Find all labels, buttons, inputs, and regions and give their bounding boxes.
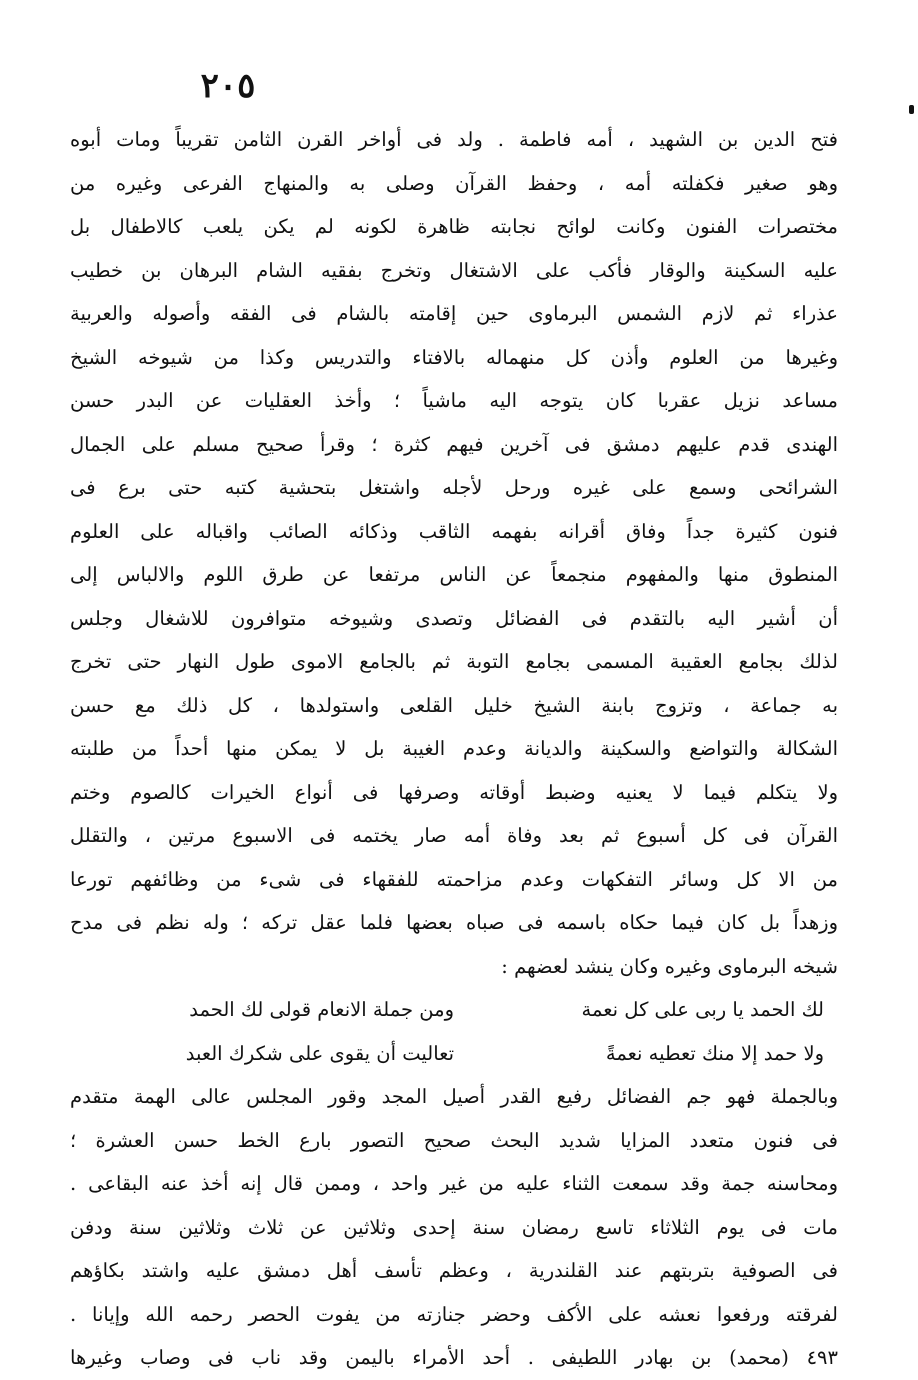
text-line: مساعد نزيل عقربا كان يتوجه اليه ماشياً ؛ وأخذ العقليات عن البدر حسن — [70, 389, 838, 412]
text-line: القرآن فى كل أسبوع ثم بعد وفاة أمه صار يختمه فى الاسبوع مرتين ، والتقلل — [70, 824, 838, 847]
text-line: وهو صغير فكفلته أمه ، وحفظ القرآن وصلى به والمنهاج الفرعى وغيره من — [70, 171, 838, 195]
text-line: فنون كثيرة جداً وفاق أقرانه بفهمه الثاقب وذكائه الصائب واقباله على العلوم — [70, 519, 838, 543]
text-line: من الا كل وسائر التفكهات وعدم مزاحمته للفقهاء فى شىء من وظائفهم تورعا — [70, 867, 838, 891]
text-line: وزهداً بل كان فيما حكاه باسمه فى صباه بعضها فلما عقل تركه ؛ وله نظم فى مدح — [70, 911, 838, 934]
text-line: وبالجملة فهو جم الفضائل رفيع القدر أصيل المجد وقور المجلس عالى الهمة متقدم — [70, 1085, 838, 1108]
margin-mark — [909, 105, 914, 114]
text-line: الشكالة والتواضع والسكينة والديانة وعدم الغيبة بل لا يمكن منها أحداً من طلبته — [70, 737, 838, 760]
biography-paragraph — [70, 118, 838, 988]
text-line: الهندى قدم عليهم دمشق فى آخرين فيهم كثرة ؛ وقرأ صحيح مسلم على الجمال — [70, 432, 838, 456]
text-line: لذلك بجامع العقيبة المسمى بجامع التوبة ثم بالجامع الاموى طول النهار حتى تخرج — [70, 650, 838, 673]
text-line: فى فنون متعدد المزايا شديد البحث صحيح التصور بارع الخط حسن العشرة ؛ — [70, 1128, 838, 1152]
poem-verse — [70, 988, 838, 1032]
poem-verse — [70, 1032, 838, 1076]
text-line: فى الصوفية بتربتهم عند القلندرية ، وعظم تأسف أهل دمشق عليه واشتد بكاؤهم — [70, 1259, 838, 1282]
page-body — [70, 118, 838, 1380]
verse-second-hemistich: تعاليت أن يقوى على شكرك العبد — [185, 1041, 454, 1065]
text-line: ولا يتكلم فيما لا يعنيه وضبط أوقاته وصرفها فى أنواع الخيرات كالصوم وختم — [70, 780, 838, 804]
text-line: شيخه البرماوى وغيره وكان ينشد لعضهم : — [501, 954, 838, 978]
verse-first-hemistich: ولا حمد إلا منك تعطيه نعمةً — [605, 1041, 824, 1065]
biography-paragraph — [70, 1075, 838, 1336]
text-line: ومحاسنه جمة وقد سمعت الثناء عليه من غير واحد ، وممن قال إنه أخذ عنه البقاعى . — [70, 1172, 838, 1195]
next-entry-heading: ٤٩٣ (محمد) بن بهادر اللطيفى . أحد الأمراء باليمن وقد ناب فى وصاب وغيرها — [70, 1346, 838, 1369]
verse-second-hemistich: ومن جملة الانعام قولى لك الحمد — [189, 998, 454, 1021]
poem — [70, 988, 838, 1075]
text-line: عذراء ثم لازم الشمس البرماوى حين إقامته بالشام فى الفقه وأصوله والعربية — [70, 302, 838, 325]
text-line: المنطوق منها والمفهوم منجمعاً عن الناس مرتفعا عن طرق اللوم والالباس إلى — [70, 563, 838, 586]
text-line: مات فى يوم الثلاثاء تاسع رمضان سنة إحدى وثلاثين عن ثلاث وثلاثين سنة ودفن — [70, 1215, 838, 1239]
text-line: عليه السكينة والوقار فأكب على الاشتغال وتخرج بفقيه الشام البرهان بن خطيب — [70, 258, 838, 282]
text-line: أن أشير اليه بالتقدم فى الفضائل وتصدى وشيوخه متوافرون للاشغال وجلس — [70, 606, 838, 630]
page-number: ٢٠٥ — [200, 66, 256, 106]
text-line: لفرقته ورفعوا نعشه على الأكف وحضر جنازته من يفوت الحصر رحمه الله وإيانا . — [70, 1302, 838, 1326]
text-line: به جماعة ، وتزوج بابنة الشيخ خليل القلعى واستولدها ، كل ذلك مع حسن — [70, 693, 838, 717]
text-line: الشرائحى وسمع على غيره ورحل لأجله واشتغل بتحشية كتبه حتى برع فى — [70, 476, 838, 499]
verse-first-hemistich: لك الحمد يا ربى على كل نعمة — [581, 998, 824, 1021]
text-line: مختصرات الفنون وكانت لوائح نجابته ظاهرة لكونه لم يكن يلعب كالاطفال بل — [70, 215, 838, 238]
text-line: وغيرها من العلوم وأذن كل منهماله بالافتاء والتدريس وكذا من شيوخه الشيخ — [70, 345, 838, 369]
text-line: فتح الدين بن الشهيد ، أمه فاطمة . ولد فى أواخر القرن الثامن تقريباً ومات أبوه — [70, 128, 838, 151]
